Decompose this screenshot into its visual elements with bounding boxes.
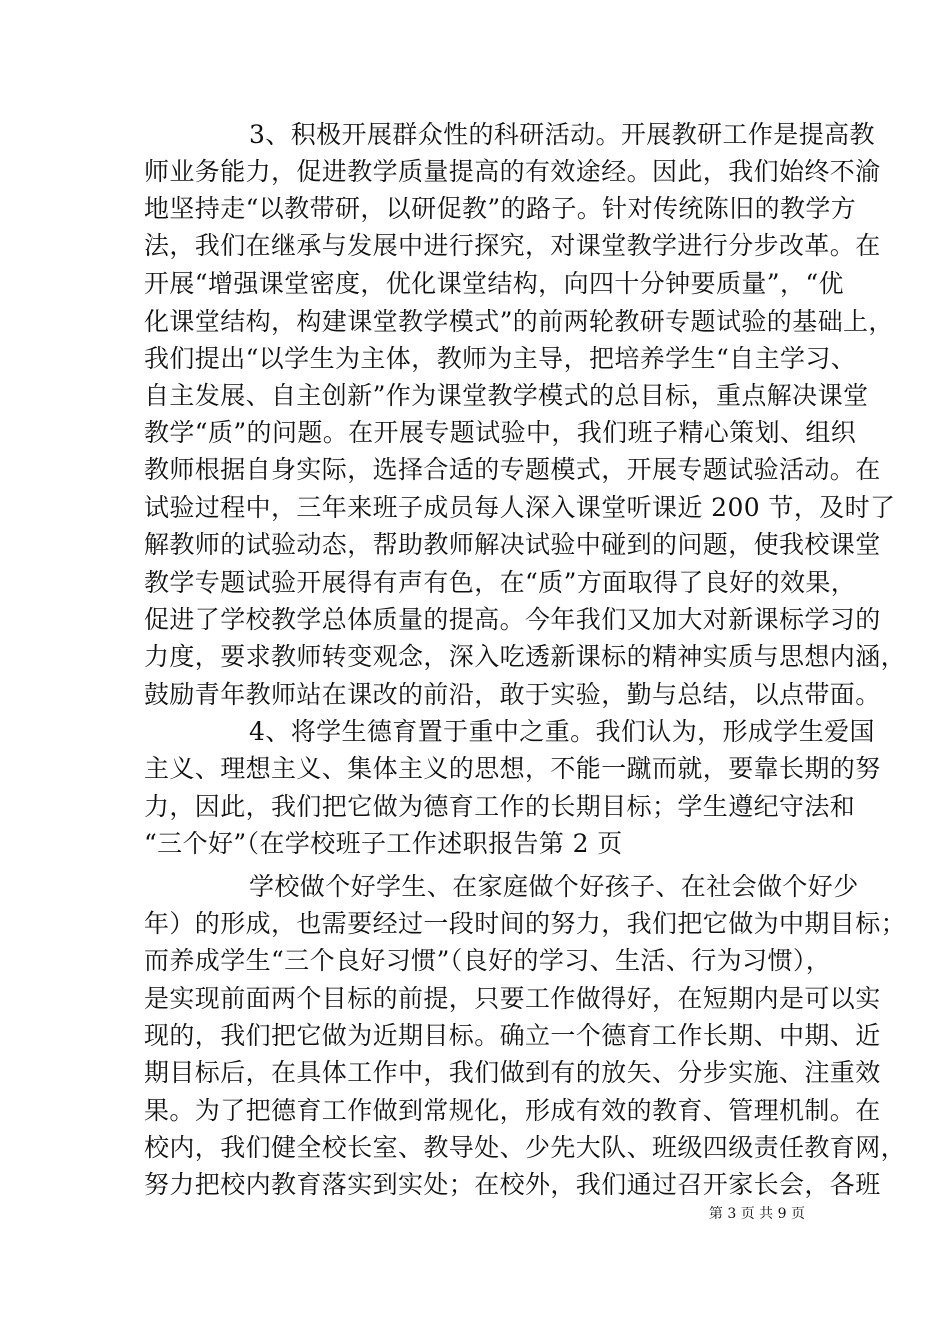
- text-line: 我们提出“以学生为主体，教师为主导，把培养学生“自主学习、: [144, 344, 857, 373]
- text-line: 教学“质”的问题。在开展专题试验中，我们班子精心策划、组织: [144, 418, 857, 447]
- page-number-footer: 第 3 页 共 9 页: [708, 1206, 805, 1222]
- text-line: 年）的形成，也需要经过一段时间的努力，我们把它做为中期目标；: [144, 909, 907, 938]
- text-line: 力度，要求教师转变观念，深入吃透新课标的精神实质与思想内涵，: [144, 642, 907, 671]
- text-line: 果。为了把德育工作做到常规化，形成有效的教育、管理机制。在: [144, 1096, 881, 1125]
- text-line: 试验过程中，三年来班子成员每人深入课堂听课近 200 节，及时了: [144, 493, 896, 522]
- text-line: 努力把校内教育落实到实处；在校外，我们通过召开家长会，各班: [144, 1170, 881, 1199]
- text-line: 自主发展、自主创新”作为课堂教学模式的总目标，重点解决课堂: [144, 381, 869, 410]
- text-line: 解教师的试验动态，帮助教师解决试验中碰到的问题，使我校课堂: [144, 530, 881, 559]
- text-line: 师业务能力，促进教学质量提高的有效途经。因此，我们始终不渝: [144, 157, 881, 186]
- text-line: 校内，我们健全校长室、教导处、少先大队、班级四级责任教育网，: [144, 1133, 907, 1162]
- text-line: 是实现前面两个目标的前提，只要工作做得好，在短期内是可以实: [144, 984, 881, 1013]
- text-line: 现的，我们把它做为近期目标。确立一个德育工作长期、中期、近: [144, 1021, 881, 1050]
- text-line: “三个好”（在学校班子工作述职报告第 2 页: [144, 829, 623, 858]
- text-line: 地坚持走“以教带研，以研促教”的路子。针对传统陈旧的教学方: [144, 194, 857, 223]
- text-line: 鼓励青年教师站在课改的前沿，敢于实验，勤与总结，以点带面。: [144, 680, 881, 709]
- text-line: 化课堂结构，构建课堂教学模式”的前两轮教研专题试验的基础上，: [144, 307, 894, 336]
- text-line: 开展“增强课堂密度，优化课堂结构，向四十分钟要质量”，“优: [144, 269, 844, 298]
- text-line: 法，我们在继承与发展中进行探究，对课堂教学进行分步改革。在: [144, 231, 881, 260]
- text-line: 教师根据自身实际，选择合适的专题模式，开展专题试验活动。在: [144, 455, 881, 484]
- text-line: 4、将学生德育置于重中之重。我们认为，形成学生爱国: [249, 717, 875, 746]
- text-line: 力，因此，我们把它做为德育工作的长期目标；学生遵纪守法和: [144, 792, 856, 821]
- text-line: 教学专题试验开展得有声有色，在“质”方面取得了良好的效果，: [144, 568, 857, 597]
- text-line: 促进了学校教学总体质量的提高。今年我们又加大对新课标学习的: [144, 605, 881, 634]
- text-line: 学校做个好学生、在家庭做个好孩子、在社会做个好少: [249, 872, 859, 901]
- text-line: 3、积极开展群众性的科研活动。开展教研工作是提高教: [249, 120, 875, 149]
- text-line: 期目标后，在具体工作中，我们做到有的放矢、分步实施、注重效: [144, 1058, 881, 1087]
- text-line: 而养成学生“三个良好习惯”（良好的学习、生活、行为习惯），: [144, 946, 832, 975]
- text-line: 主义、理想主义、集体主义的思想，不能一蹴而就，要靠长期的努: [144, 754, 881, 783]
